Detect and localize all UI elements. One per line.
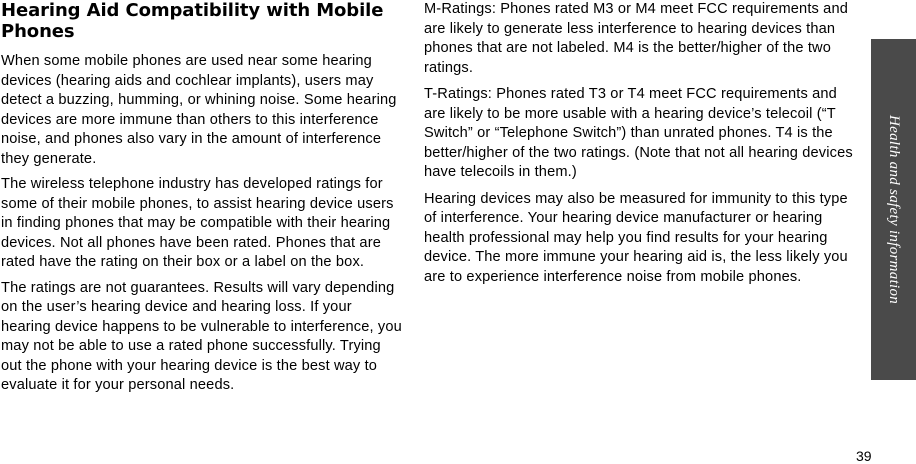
paragraph-immunity: Hearing devices may also be measured for immunity to this type of interference. Your hearing device manufacturer or hearing health professional may help you find results for your hearing device. The more immune your hearing aid is, the less likely you are to experience interference noise from mobile phones. (424, 190, 848, 285)
paragraph-ratings-industry: The wireless telephone industry has developed ratings for some of their mobile phones, to assist hearing device users in finding phones that may be compatible with their hearing devices. Not all phones have been rated. Phones that are rated have the rating on their box or a label on the box. (1, 176, 394, 270)
paragraph-intro: When some mobile phones are used near some hearing devices (hearing aids and cochlear implants), users may detect a buzzing, humming, or whining noise. Some hearing devices are more immune than others to this interference noise, and phones also vary in the amount of interference they generate. (1, 53, 397, 167)
right-column (424, 0, 860, 294)
paragraph-m-ratings: M-Ratings: Phones rated M3 or M4 meet FCC requirements and are likely to generate less interference to hearing devices than phones that are not labeled. M4 is the better/higher of the two ratings. (424, 1, 848, 76)
page-number: 39 (856, 448, 872, 464)
left-column (1, 0, 405, 402)
paragraph-ratings-guarantee: The ratings are not guarantees. Results will vary depending on the user’s hearing device and hearing loss. If your hearing device happens to be vulnerable to interference, you may not be able to use a rated phone successfully. Trying out the phone with your hearing device is the best way to evaluate it for your personal needs. (1, 279, 402, 393)
section-heading: Hearing Aid Compatibility with Mobile Phones (1, 0, 384, 42)
side-tab-label: Health and safety information (886, 114, 902, 305)
paragraph-t-ratings: T-Ratings: Phones rated T3 or T4 meet FCC requirements and are likely to be more usable with a hearing device’s telecoil (“T Switch” or “Telephone Switch”) than unrated phones. T4 is the better/higher of the two ratings. (Note that not all hearing devices have telecoils in them.) (424, 86, 853, 180)
section-side-tab (871, 39, 916, 380)
